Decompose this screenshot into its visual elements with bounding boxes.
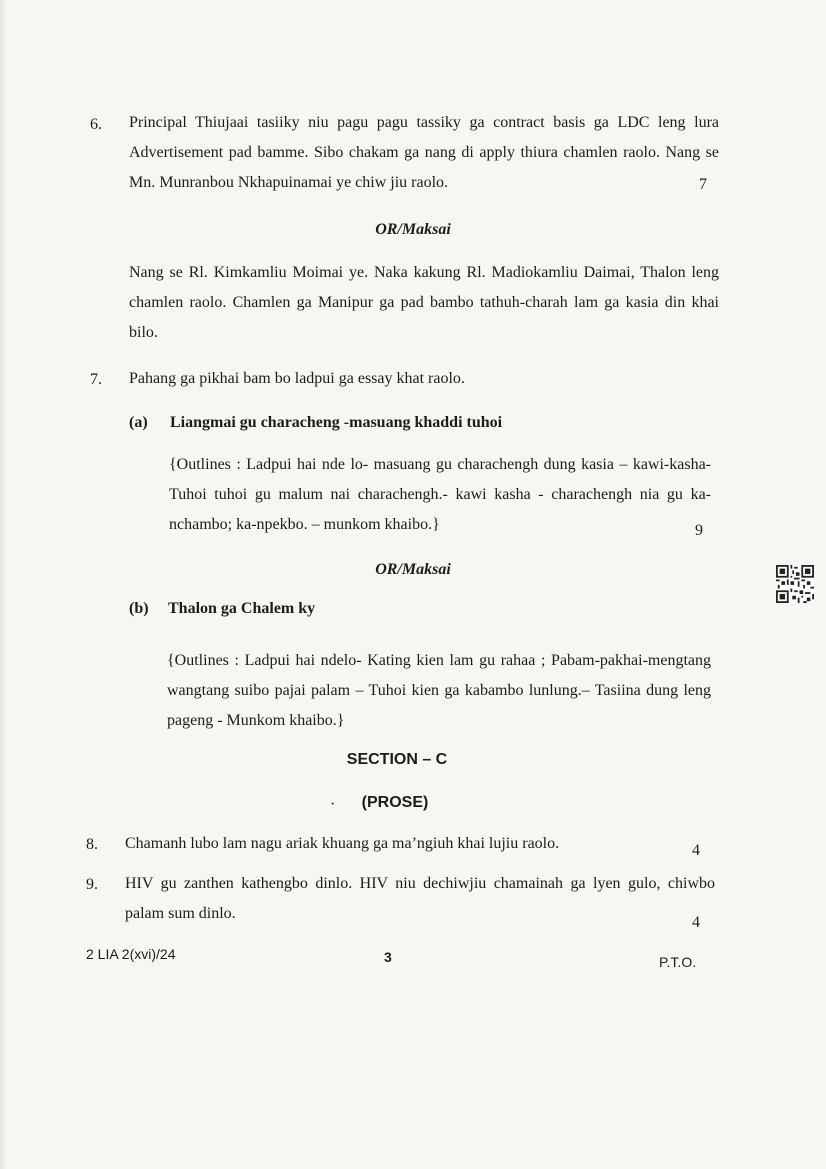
question-text: Principal Thiujaai tasiiky niu pagu pagu tassiky ga contract basis ga LDC leng lura Advertisement pad bamme. Sibo chakam ga nang di apply thiura chamlen raolo. Nang se Mn. Munranbou Nkhapuinamai ye chiw jiu raolo.	[129, 114, 719, 191]
part-label: (b)	[129, 600, 149, 617]
question-number: 8.	[86, 836, 98, 853]
qr-code-icon	[776, 565, 814, 603]
essay-outline: {Outlines : Ladpui hai ndelo- Kating kien lam gu rahaa ; Pabam-pakhai-mengtang wangtang suibo pajai palam – Tuhoi kien ga kabambo lunlung.– Tasiina dung leng pageng - Munkom khaibo.}	[167, 652, 711, 729]
page-edge-shadow	[0, 0, 6, 1169]
essay-topic-title: Thalon ga Chalem ky	[168, 600, 316, 617]
or-separator: OR/Maksai	[375, 561, 451, 578]
question-marks: 9	[695, 522, 703, 539]
question-text: Chamanh lubo lam nagu ariak khuang ga ma’ngiuh khai lujiu raolo.	[125, 835, 560, 852]
stray-dot: ·	[330, 796, 336, 813]
section-heading: SECTION – C	[346, 751, 448, 768]
or-separator: OR/Maksai	[375, 221, 451, 238]
question-text: HIV gu zanthen kathengbo dinlo. HIV niu dechiwjiu chamainah ga lyen gulo, chiwbo palam sum dinlo.	[125, 875, 715, 922]
part-label: (a)	[129, 414, 148, 431]
question-marks: 7	[699, 176, 707, 193]
question-text: Pahang ga pikhai bam bo ladpui ga essay khat raolo.	[129, 370, 465, 387]
page-number: 3	[384, 949, 392, 965]
question-number: 9.	[86, 876, 98, 893]
question-number: 6.	[90, 116, 102, 133]
question-marks: 4	[692, 914, 700, 931]
paper-code: 2 LIA 2(xvi)/24	[86, 946, 176, 962]
please-turn-over: P.T.O.	[659, 954, 697, 970]
question-marks: 4	[692, 842, 700, 859]
section-subheading: (PROSE)	[361, 794, 429, 811]
question-number: 7.	[90, 371, 102, 388]
essay-topic-title: Liangmai gu characheng -masuang khaddi tuhoi	[170, 414, 503, 431]
question-alt-text: Nang se Rl. Kimkamliu Moimai ye. Naka kakung Rl. Madiokamliu Daimai, Thalon leng chamlen raolo. Chamlen ga Manipur ga pad bambo tathuh-charah lam ga kasia din khai bilo.	[129, 264, 719, 341]
essay-outline: {Outlines : Ladpui hai nde lo- masuang gu charachengh dung kasia – kawi-kasha-Tuhoi tuhoi gu malum nai charachengh.- kawi kasha - charachengh nia gu ka-nchambo; ka-npekbo. – munkom khaibo.}	[169, 456, 711, 533]
